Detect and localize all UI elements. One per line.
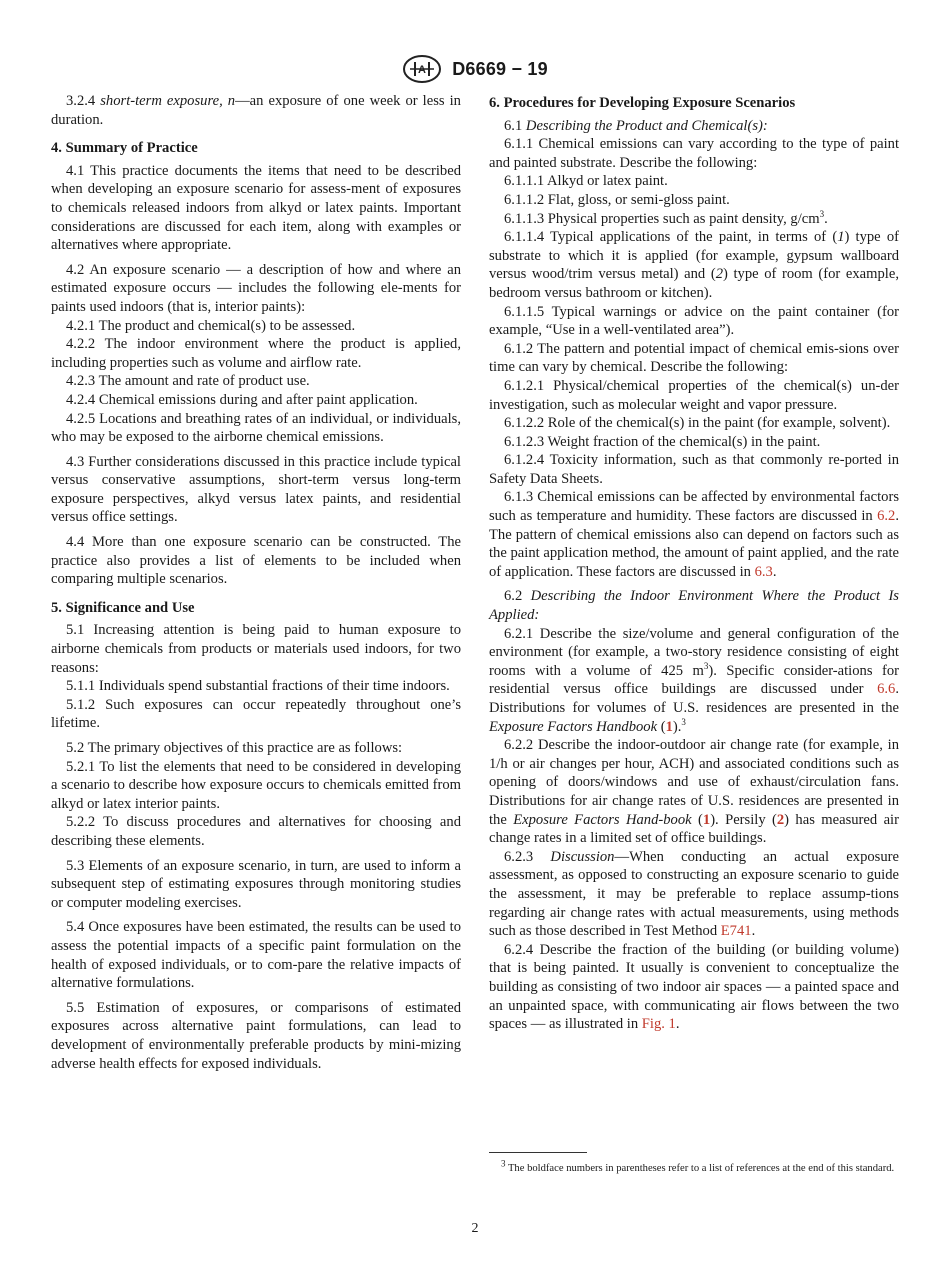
para-5-2-2: 5.2.2 To discuss procedures and alternatives for choosing and describing these elements. — [51, 814, 461, 849]
para-5-1-2: 5.1.2 Such exposures can occur repeatedly throughout one’s lifetime. — [51, 696, 461, 732]
ref-1-link[interactable]: 1 — [665, 718, 673, 735]
link-6-3[interactable]: 6.3 — [754, 563, 773, 580]
designation: D6669 − 19 — [452, 58, 548, 79]
para-6-1-1-2: 6.1.1.2 Flat, gloss, or semi-gloss paint. — [504, 191, 730, 208]
left-column — [51, 92, 461, 1073]
para-6-1-1-5: 6.1.1.5 Typical warnings or advice on the paint container (for example, “Use in a well-ventilated area”). — [489, 303, 899, 339]
ref-2-link[interactable]: 2 — [776, 811, 785, 828]
para-3-2-4: 3.2.4 short-term exposure, n—an exposure of one week or less in duration. — [51, 93, 461, 128]
para-4-2-2: 4.2.2 The indoor environment where the product is applied, including properties such as volume and airflow rate. — [51, 336, 461, 371]
para-5-4: 5.4 Once exposures have been estimated, the results can be used to assess the potential impacts of a specific paint formulation on the health of exposed individuals, or to com-pare the relative impacts of alternative formulations. — [51, 919, 461, 992]
para-4-4: 4.4 More than one exposure scenario can be constructed. The practice also provides a list of elements to be included when comparing multiple scenarios. — [51, 534, 461, 588]
para-4-2: 4.2 An exposure scenario — a description of how and where an estimated exposure occurs — includes the following ele-ments for paints used indoors (that is, interior paints): — [51, 261, 461, 315]
link-e741[interactable]: E741 — [720, 923, 752, 940]
para-6-1-2-3: 6.1.2.3 Weight fraction of the chemical(s) in the paint. — [504, 433, 821, 450]
section-6-heading: 6. Procedures for Developing Exposure Scenarios — [489, 95, 796, 111]
para-6-1-2: 6.1.2 The pattern and potential impact of chemical emis-sions over time can vary by chemical. Describe the following: — [489, 340, 899, 376]
para-6-1: 6.1 Describing the Product and Chemical(s): — [504, 117, 768, 134]
para-6-1-2-2: 6.1.2.2 Role of the chemical(s) in the paint (for example, solvent). — [504, 415, 891, 432]
para-4-2-5: 4.2.5 Locations and breathing rates of an individual, or individuals, who may be exposed to the airborne chemical emissions. — [51, 410, 461, 446]
para-5-2: 5.2 The primary objectives of this practice are as follows: — [66, 740, 403, 756]
para-6-1-1: 6.1.1 Chemical emissions can vary according to the type of paint and painted substrate. Describe the following: — [489, 136, 899, 171]
page-number: 2 — [471, 1221, 479, 1236]
footnote-rule — [489, 1152, 587, 1153]
para-6-2-4: 6.2.4 Describe the fraction of the building (or building volume) that is being painted. It usually is convenient to conceptualize the building as consisting of two indoor air spaces — a painted space and an unpainted space, with communicating air flows between the two spaces — as illustrated in Fig. 1. — [489, 941, 899, 1033]
ref-1-link[interactable]: 1 — [702, 811, 711, 828]
para-6-1-1-4: 6.1.1.4 Typical applications of the paint, in terms of (1) type of substrate to which it is applied (for example, gypsum wallboard versus wood/trim versus metal) and (2) type of room (for example, bedroom versus bathroom or kitchen). — [489, 229, 899, 301]
section-5-heading: 5. Significance and Use — [51, 599, 195, 616]
para-5-1-1: 5.1.1 Individuals spend substantial fractions of their time indoors. — [66, 678, 450, 695]
para-6-2-3: 6.2.3 Discussion—When conducting an actual exposure assessment, as opposed to constructing an exposure scenario to guide the assessment, it may be preferable to replace assump-tions regarding air change rates with actual measurements, using methods such as those described in Test Method E741. — [489, 848, 899, 940]
para-4-2-1: 4.2.1 The product and chemical(s) to be assessed. — [66, 317, 356, 334]
para-4-1: 4.1 This practice documents the items that need to be described when developing an exposure scenario for assess-ment of exposures to chemicals released indoors from alkyd or latex paints. Important considerations are discussed for each item, along with examples or alternatives where appropriate. — [51, 162, 461, 254]
para-6-1-1-1: 6.1.1.1 Alkyd or latex paint. — [504, 173, 668, 190]
para-4-2-3: 4.2.3 The amount and rate of product use. — [66, 373, 310, 390]
page-header — [0, 54, 950, 84]
link-6-2[interactable]: 6.2 — [877, 508, 896, 525]
para-6-2-1: 6.2.1 Describe the size/volume and general configuration of the environment (for example, a two-story residence consisting of eight rooms with a volume of 425 $m^3$). Specific consider-ations for residential versus office buildings are discussed under 6.6. Distributions for volumes of U.S. residences are presented in the Exposure Factors Handbook (1).$^3$ — [489, 625, 899, 735]
svg-text:A: A — [418, 64, 427, 76]
para-6-1-1-3: 6.1.1.3 Physical properties such as paint density, $g/cm^3$. — [504, 208, 828, 227]
para-4-2-4: 4.2.4 Chemical emissions during and after paint application. — [66, 391, 418, 408]
footnote-3: $^3$ The boldface numbers in parentheses refer to a list of references at the end of this standard. — [501, 1158, 895, 1174]
para-6-2-2: 6.2.2 Describe the indoor-outdoor air change rate (for example, in 1/h or air changes per hour, ACH) and associated conditions such as opening of doors/windows and use of exhaust/circulation fans. Distributions for air change rates of U.S. residences are presented in the Exposure Factors Hand-book (1). Persily (2) has measured air change rates in a limited set of office buildings. — [489, 737, 899, 847]
para-5-5: 5.5 Estimation of exposures, or comparisons of estimated exposures across alternative paint formulations, can lead to development of environmentally preferable products by mini-mizing adverse health effects for exposed individuals. — [51, 999, 461, 1072]
section-4-heading: 4. Summary of Practice — [51, 140, 198, 157]
para-6-1-3: 6.1.3 Chemical emissions can be affected by environmental factors such as temperature and humidity. These factors are discussed in 6.2. The pattern of chemical emissions also can depend on factors such as the paint application method, the amount of paint applied, and the rate of application. These factors are discussed in 6.3. — [489, 489, 899, 580]
link-fig-1[interactable]: Fig. 1 — [641, 1016, 676, 1033]
para-5-2-1: 5.2.1 To list the elements that need to be considered in developing a scenario to describe how exposure occurs to chemicals emitted from alkyd or latex interior paints. — [51, 758, 461, 812]
para-4-3: 4.3 Further considerations discussed in this practice include typical versus conservative assumptions, short-term versus long-term exposure perspectives, alkyd versus latex paints, and residential versus office settings. — [51, 453, 461, 526]
right-column — [489, 92, 899, 1034]
astm-logo — [402, 54, 442, 84]
para-5-1: 5.1 Increasing attention is being paid to human exposure to airborne chemicals from products or materials used indoors, for two reasons: — [51, 622, 461, 676]
para-6-2: 6.2 Describing the Indoor Environment Where the Product Is Applied: — [489, 588, 899, 624]
footnote-3-marker: 3 — [681, 716, 686, 727]
para-6-1-2-1: 6.1.2.1 Physical/chemical properties of the chemical(s) un-der investigation, such as molecular weight and vapor pressure. — [489, 377, 899, 413]
para-5-3: 5.3 Elements of an exposure scenario, in turn, are used to inform a subsequent step of estimating exposures through monitoring studies or computer modeling exercises. — [51, 857, 461, 911]
para-6-1-2-4: 6.1.2.4 Toxicity information, such as that commonly re-ported in Safety Data Sheets. — [489, 452, 899, 487]
link-6-6[interactable]: 6.6 — [877, 681, 896, 698]
